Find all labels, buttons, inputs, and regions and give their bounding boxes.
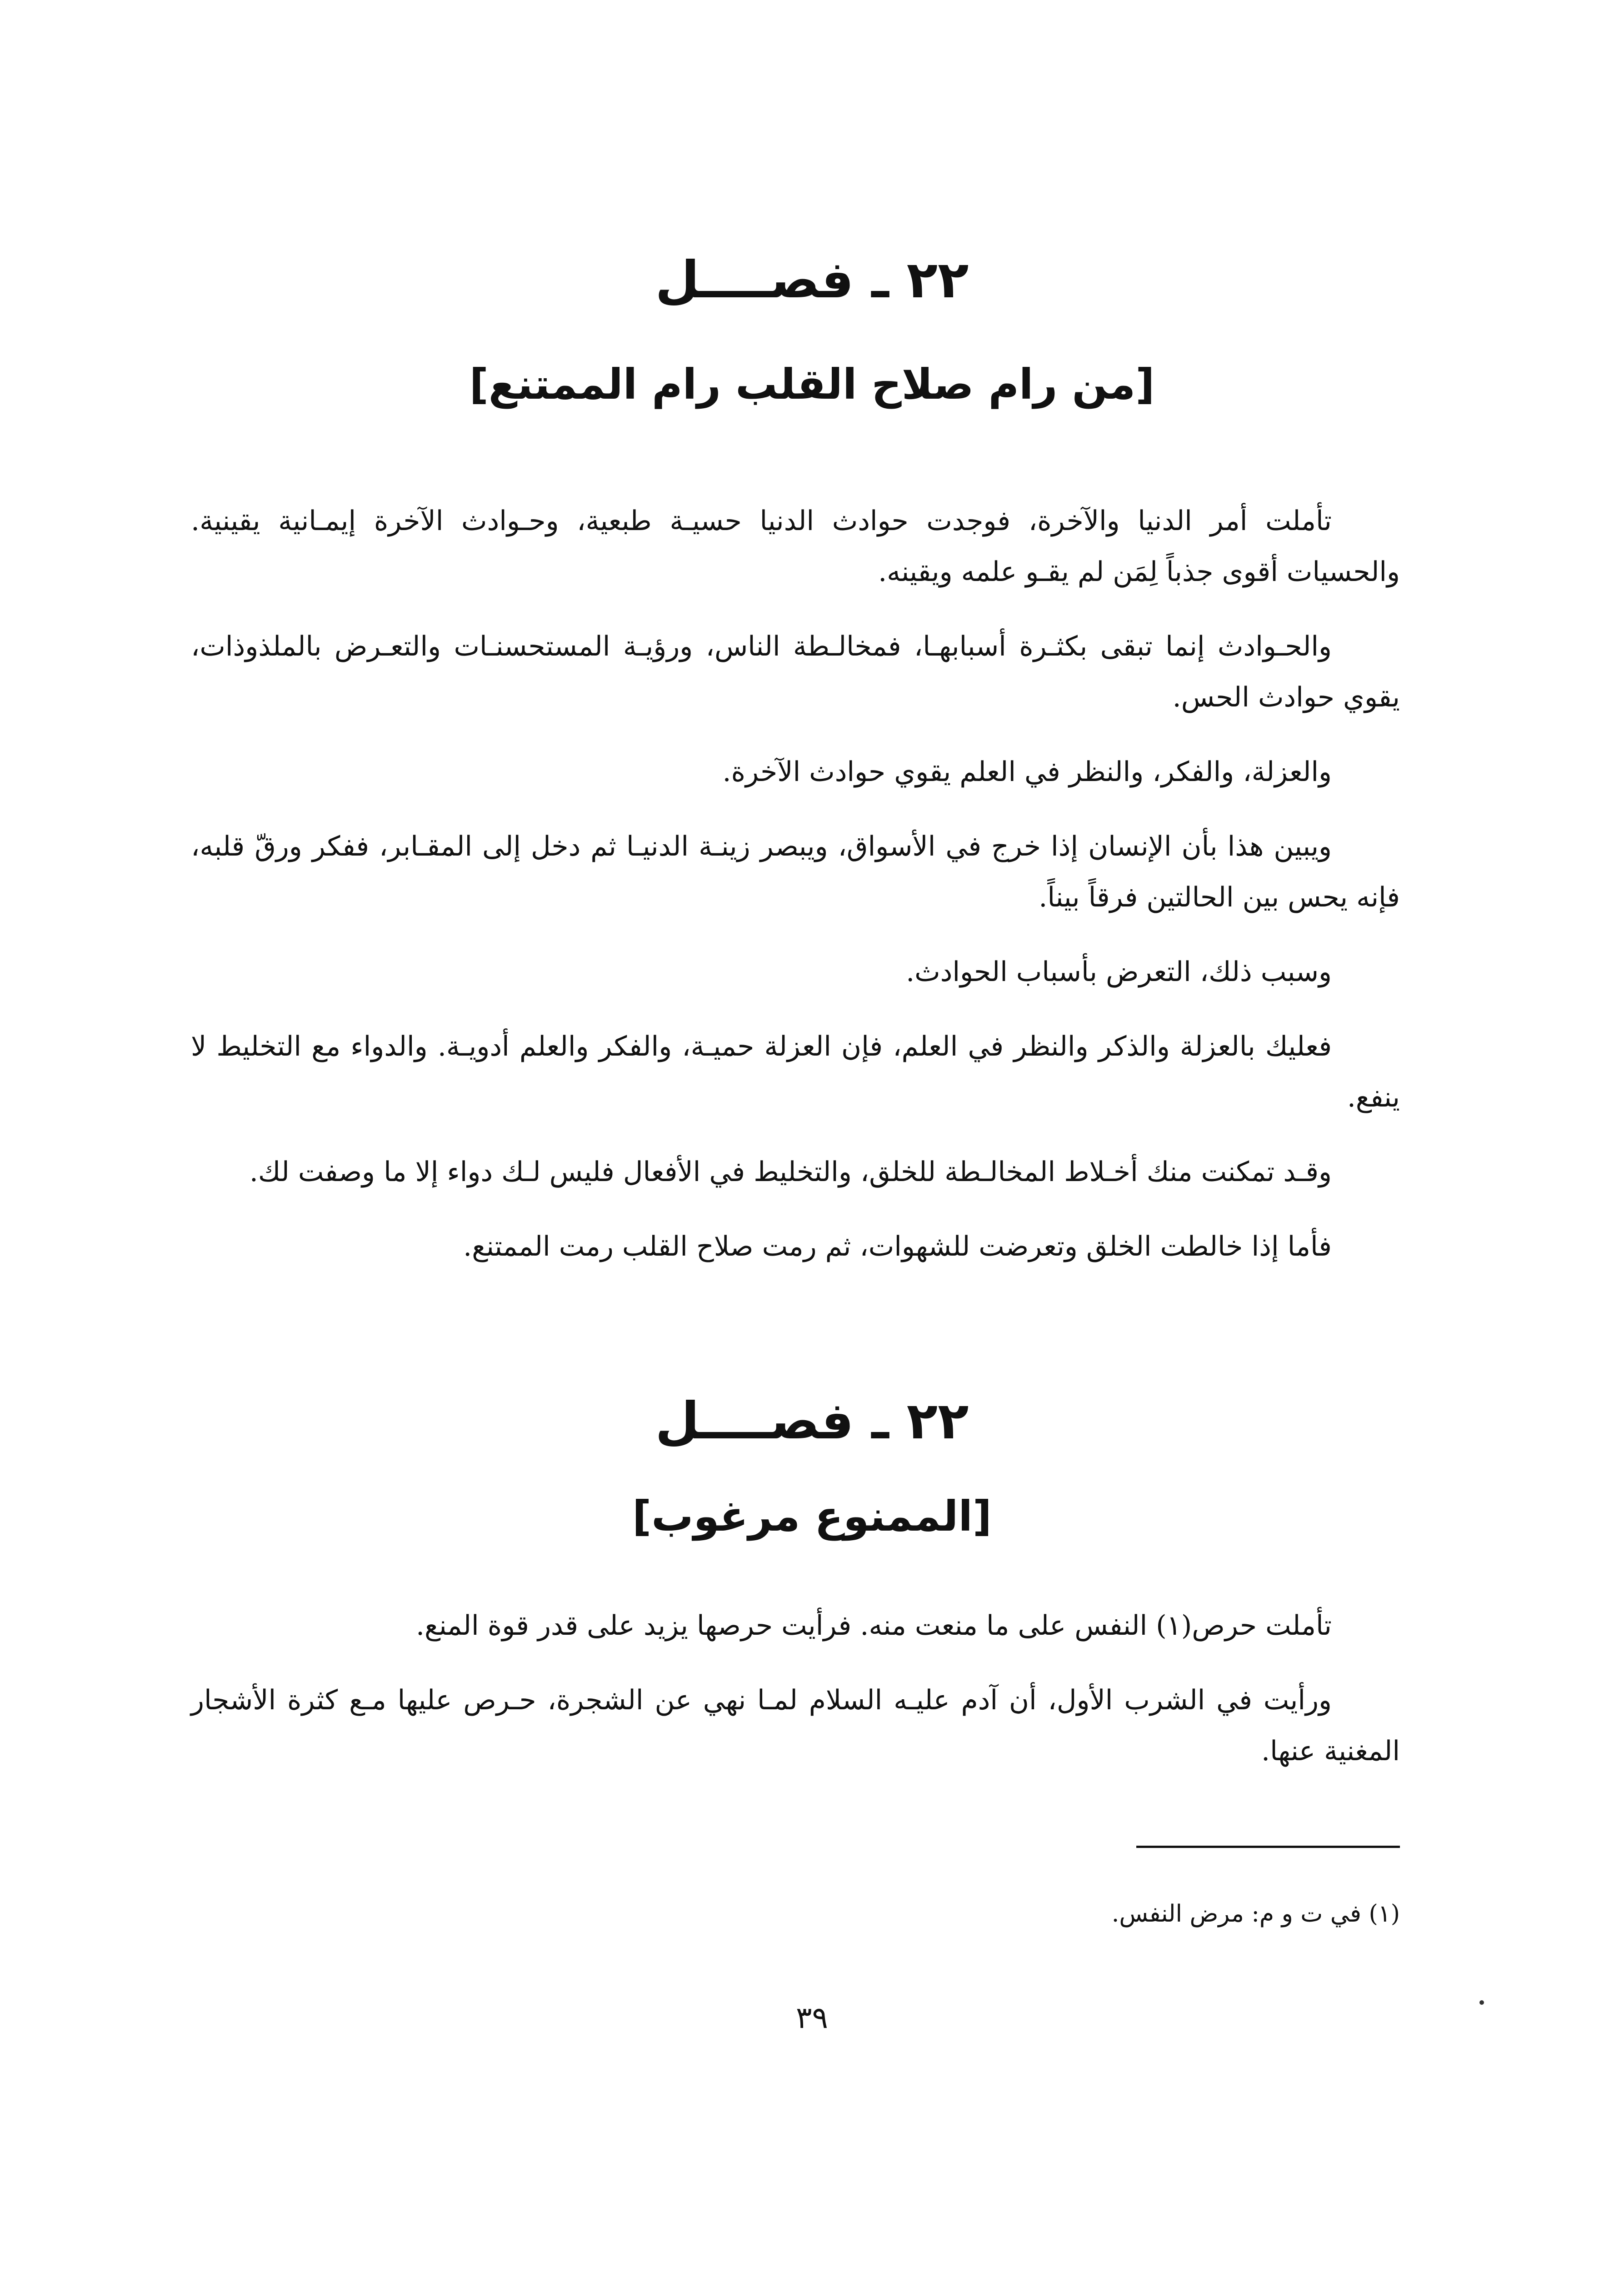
footnote-separator [1136, 1846, 1400, 1848]
chapter-heading-2: ٢٢ ـ فصــــل [655, 1392, 969, 1451]
scan-speck [1479, 2000, 1484, 2005]
paragraph: وقـد تمكنت منك أخـلاط المخالـطة للخلق، والتخليط في الأفعال فليس لـك دواء إلا ما وصفت لك. [249, 1156, 1332, 1188]
paragraph: فعليك بالعزلة والذكر والنظر في العلم، فإن العزلة حميـة، والفكر والعلم أدويـة. والدواء مع التخليط لا ينفع. [191, 1031, 1400, 1113]
paragraph: ورأيت في الشرب الأول، أن آدم عليـه السلام لمـا نهي عن الشجرة، حـرص عليها مـع كثرة الأشجار المغنية عنها. [191, 1684, 1400, 1767]
paragraph: والحـوادث إنما تبقى بكثـرة أسبابهـا، فمخالـطة الناس، ورؤيـة المستحسنـات والتعـرض بالملذوذات، يقوي حوادث الحس. [191, 631, 1400, 713]
paragraph: تأملت حرص(١) النفس على ما منعت منه. فرأيت حرصها يزيد على قدر قوة المنع. [415, 1610, 1332, 1642]
section-1-body [191, 496, 1400, 1296]
paragraph: ويبين هذا بأن الإنسان إذا خرج في الأسواق، ويبصر زينـة الدنيـا ثم دخل إلى المقـابر، ففكر ورقّ قلبه، فإنه يحس بين الحالتين فرقاً بيناً. [191, 831, 1400, 913]
paragraph: والعزلة، والفكر، والنظر في العلم يقوي حوادث الآخرة. [722, 756, 1332, 788]
section-2-body [191, 1600, 1400, 1800]
page-number: ٣٩ [796, 2000, 828, 2035]
paragraph: تأملت أمر الدنيا والآخرة، فوجدت حوادث الدنيا حسيـة طبعية، وحـوادث الآخرة إيمـانية يقينية. والحسيات أقوى جذباً لِمَن لم يقـو علمه ويقينه. [191, 505, 1400, 588]
chapter-subtitle-1: [من رام صلاح القلب رام الممتنع] [469, 360, 1155, 409]
footnote: (١) في ت و م: مرض النفس. [1111, 1900, 1400, 1928]
chapter-subtitle-2: [الممنوع مرغوب] [632, 1492, 992, 1541]
paragraph: فأما إذا خالطت الخلق وتعرضت للشهوات، ثم رمت صلاح القلب رمت الممتنع. [463, 1231, 1332, 1262]
paragraph: وسبب ذلك، التعرض بأسباب الحوادث. [906, 956, 1332, 988]
chapter-heading-1: ٢٢ ـ فصــــل [655, 250, 969, 310]
